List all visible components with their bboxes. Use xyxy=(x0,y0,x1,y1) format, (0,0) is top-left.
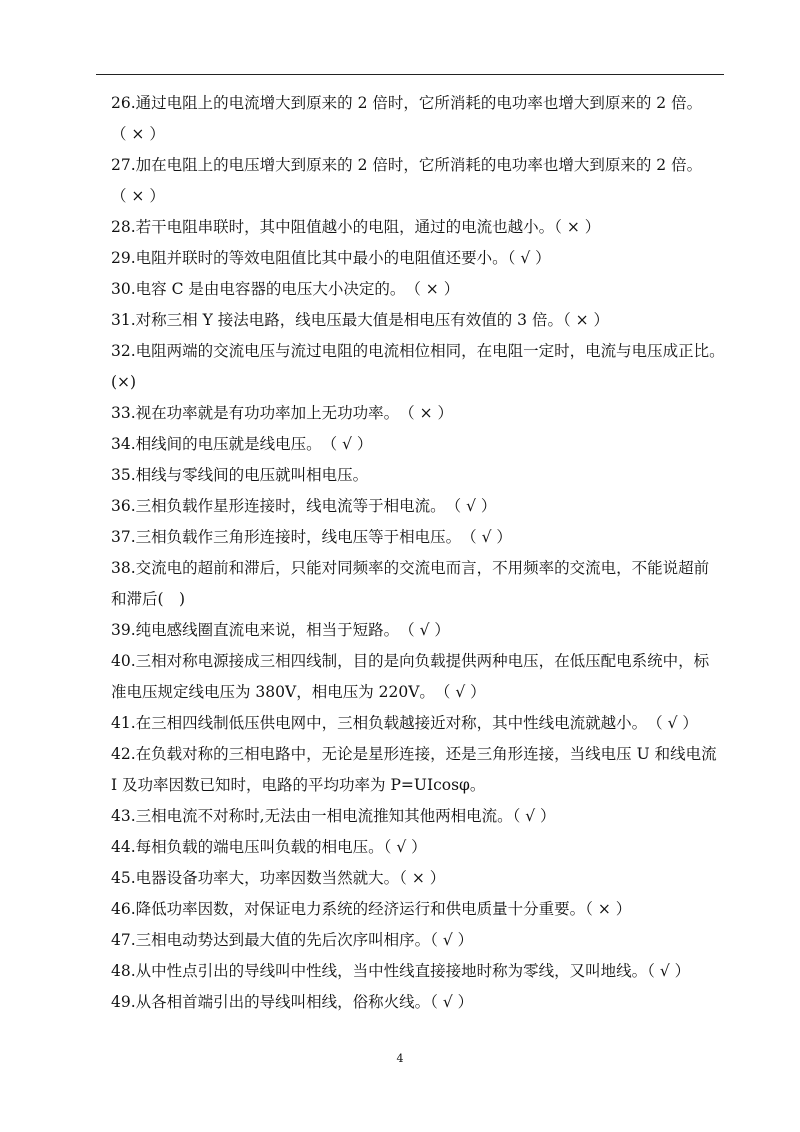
header-rule xyxy=(96,74,724,75)
item-line: （ × ） xyxy=(111,187,165,205)
item-line: 和滞后( ) xyxy=(111,590,186,608)
list-item xyxy=(82,398,728,429)
item-line: 44.每相负载的端电压叫负载的相电压。（ √ ） xyxy=(111,838,427,856)
item-line: 42.在负载对称的三相电路中，无论是星形连接，还是三角形连接，当线电压 U 和线电流 xyxy=(111,745,717,763)
item-line: (×) xyxy=(111,373,137,391)
item-line: 33.视在功率就是有功功率加上无功功率。 （ × ） xyxy=(111,404,453,422)
item-line: 41.在三相四线制低压供电网中，三相负载越接近对称，其中性线电流就越小。 （ √ ） xyxy=(111,714,698,732)
list-item xyxy=(82,88,728,150)
item-line: 45.电器设备功率大，功率因数当然就大。（ × ） xyxy=(111,869,446,887)
item-line: 准电压规定线电压为 380V，相电压为 220V。 （ √ ） xyxy=(111,683,486,701)
list-item xyxy=(82,863,728,894)
item-line: 48.从中性点引出的导线叫中性线，当中性线直接接地时称为零线，又叫地线。（ √ ） xyxy=(111,962,691,980)
list-item xyxy=(82,243,728,274)
list-item xyxy=(82,150,728,212)
question-list xyxy=(82,88,728,1018)
item-line: 28.若干电阻串联时，其中阻值越小的电阻，通过的电流也越小。（ × ） xyxy=(111,218,601,236)
list-item xyxy=(82,305,728,336)
item-line: 43.三相电流不对称时,无法由一相电流推知其他两相电流。（ √ ） xyxy=(111,807,556,825)
list-item xyxy=(82,491,728,522)
item-line: 37.三相负载作三角形连接时，线电压等于相电压。 （ √ ） xyxy=(111,528,512,546)
item-line: 31.对称三相 Y 接法电路，线电压最大值是相电压有效值的 3 倍。（ × ） xyxy=(111,311,610,329)
item-line: 47.三相电动势达到最大值的先后次序叫相序。（ √ ） xyxy=(111,931,474,949)
item-line: 46.降低功率因数，对保证电力系统的经济运行和供电质量十分重要。（ × ） xyxy=(111,900,632,918)
item-line: 38.交流电的超前和滞后，只能对同频率的交流电而言，不用频率的交流电，不能说超前 xyxy=(111,559,710,577)
list-item xyxy=(82,832,728,863)
item-line: 49.从各相首端引出的导线叫相线，俗称火线。（ √ ） xyxy=(111,993,474,1011)
item-line: （ × ） xyxy=(111,125,165,143)
item-line: 34.相线间的电压就是线电压。 （ √ ） xyxy=(111,435,373,453)
item-line: 35.相线与零线间的电压就叫相电压。 xyxy=(111,466,369,484)
list-item xyxy=(82,615,728,646)
list-item xyxy=(82,987,728,1018)
list-item xyxy=(82,522,728,553)
list-item xyxy=(82,212,728,243)
item-line: 36.三相负载作星形连接时，线电流等于相电流。 （ √ ） xyxy=(111,497,497,515)
item-line: 39.纯电感线圈直流电来说，相当于短路。 （ √ ） xyxy=(111,621,450,639)
item-line: 27.加在电阻上的电压增大到原来的 2 倍时，它所消耗的电功率也增大到原来的 2 倍。 xyxy=(111,156,703,174)
page-number: 4 xyxy=(396,1052,404,1065)
list-item xyxy=(82,429,728,460)
list-item xyxy=(82,956,728,987)
item-line: 30.电容 C 是由电容器的电压大小决定的。 （ × ） xyxy=(111,280,460,298)
item-line: 26.通过电阻上的电流增大到原来的 2 倍时，它所消耗的电功率也增大到原来的 2 倍。 xyxy=(111,94,703,112)
list-item xyxy=(82,646,728,708)
list-item xyxy=(82,801,728,832)
list-item xyxy=(82,553,728,615)
list-item xyxy=(82,739,728,801)
item-line: 40.三相对称电源接成三相四线制，目的是向负载提供两种电压，在低压配电系统中，标 xyxy=(111,652,710,670)
list-item xyxy=(82,460,728,491)
list-item xyxy=(82,894,728,925)
list-item xyxy=(82,274,728,305)
list-item xyxy=(82,925,728,956)
item-line: 29.电阻并联时的等效电阻值比其中最小的电阻值还要小。（ √ ） xyxy=(111,249,551,267)
list-item xyxy=(82,336,728,398)
list-item xyxy=(82,708,728,739)
item-line: I 及功率因数已知时，电路的平均功率为 P=UIcosφ。 xyxy=(111,776,486,794)
item-line: 32.电阻两端的交流电压与流过电阻的电流相位相同，在电阻一定时，电流与电压成正比。 xyxy=(111,342,725,360)
